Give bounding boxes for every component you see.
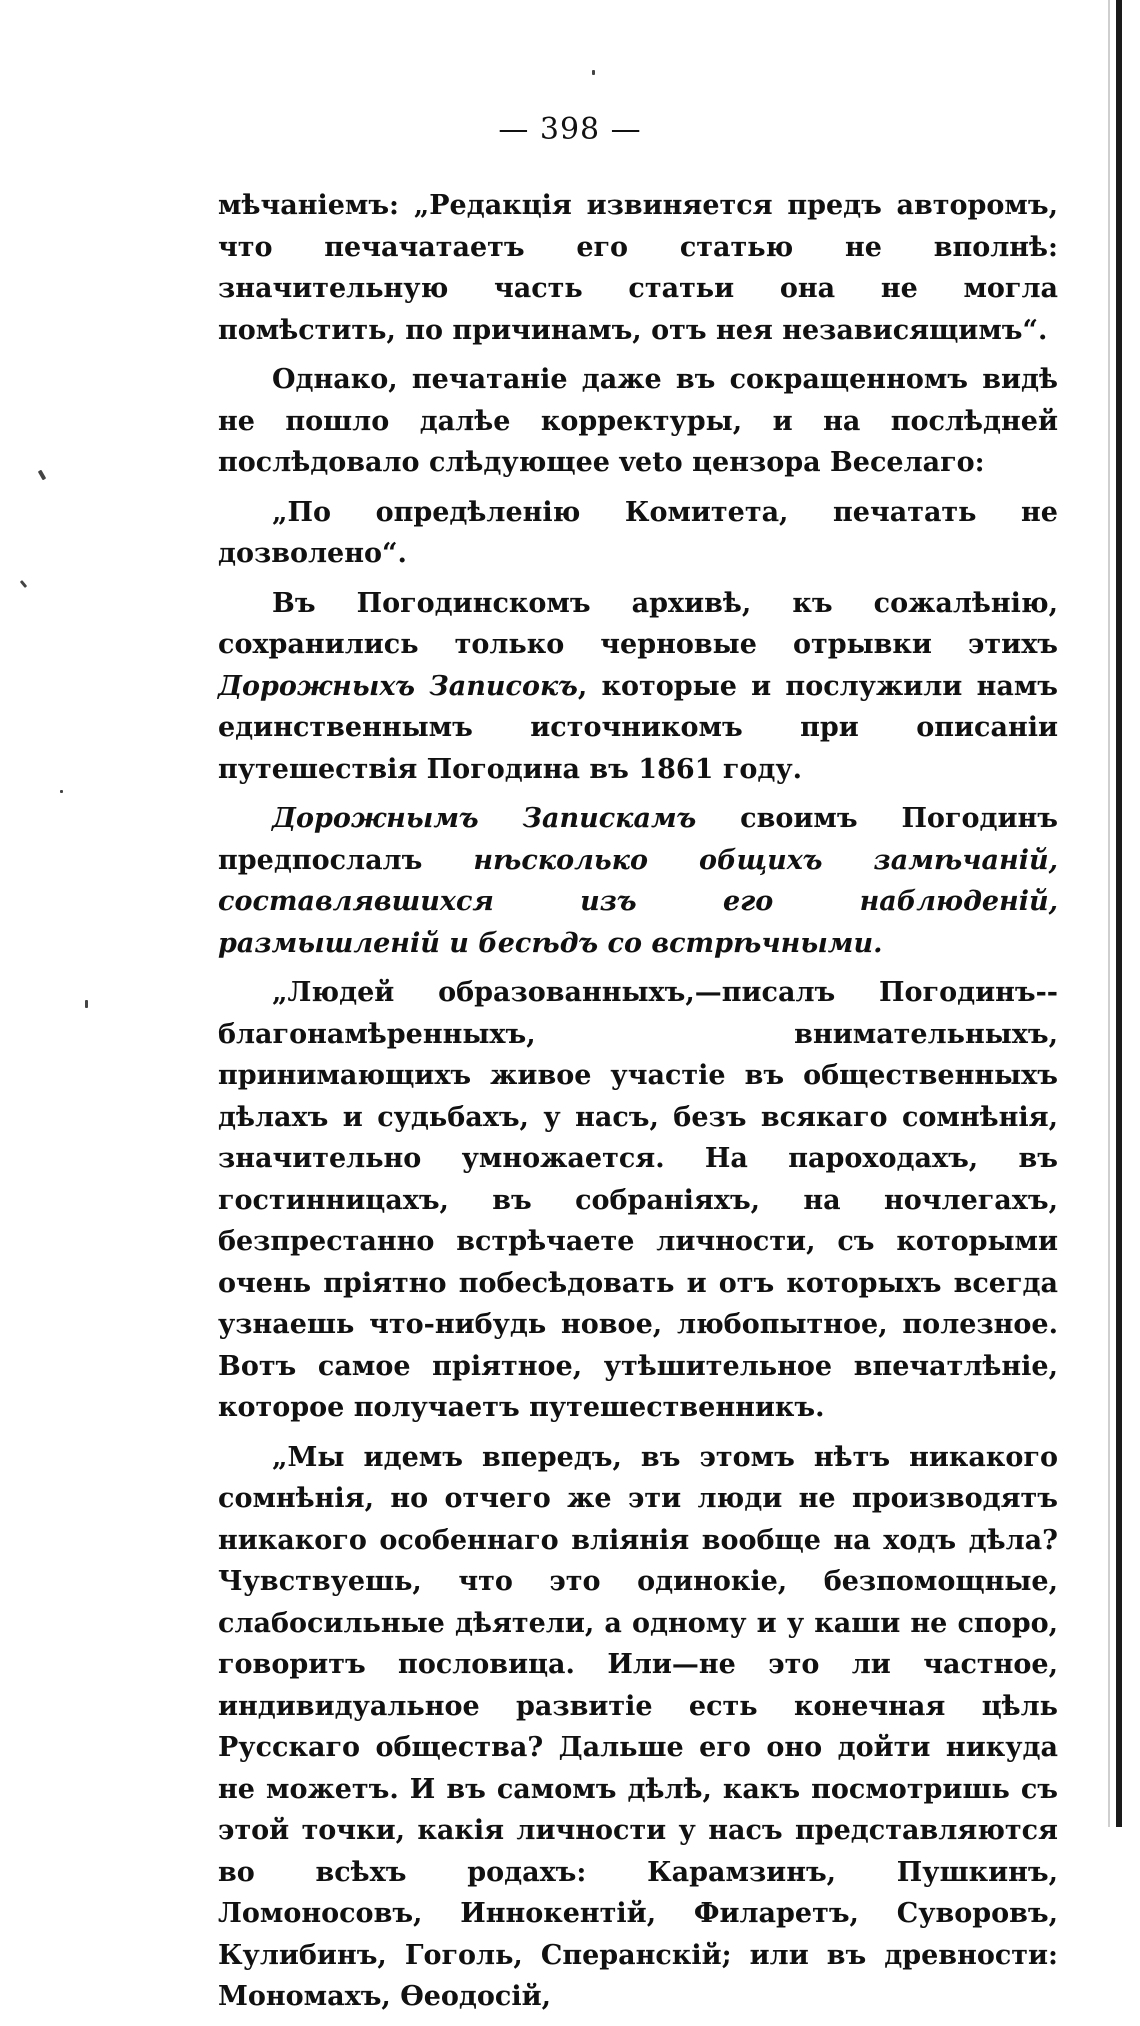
- p5-title-italic: Дорожнымъ Запискамъ: [272, 803, 697, 834]
- scan-speck: [592, 70, 595, 75]
- paragraph-2: Однако, печатаніе даже въ сокращенномъ видѣ не пошло далѣе корректуры, и на послѣдней послѣдовало слѣдующее veto цензора Веселаго:: [218, 364, 1058, 478]
- scan-speck: [85, 1000, 88, 1008]
- p5-italic-remark: нѣсколько общихъ замѣчаній, составлявшихся изъ его наблюденій, размышленій и бесѣдъ со встрѣчными.: [218, 844, 1058, 959]
- p4-title-italic: Дорожныхъ Записокъ: [218, 670, 578, 702]
- scan-speck: [20, 580, 27, 588]
- p4-text-b: , которые и послужили намъ единственнымъ источникомъ при описаніи путешествія Погодина въ 1861 году.: [218, 670, 1058, 785]
- scan-speck: [38, 470, 46, 481]
- scan-speck: [60, 790, 63, 793]
- body-text: [218, 185, 1058, 2026]
- paragraph-1: мѣчаніемъ: „Редакція извиняется предъ авторомъ, что печачатаетъ его статью не вполнѣ: значительную часть статьи она не могла помѣстить, по причинамъ, отъ нея независящимъ“.: [218, 190, 1058, 346]
- page-number: — 398 —: [498, 112, 642, 147]
- paragraph-7: „Мы идемъ впередъ, въ этомъ нѣтъ никакого сомнѣнія, но отчего же эти люди не производятъ никакого особеннаго вліянія вообще на ходъ дѣла? Чувствуешь, что это одинокіе, безпомощные, слабосильные дѣятели, а одному и у каши не споро, говоритъ пословица. Или—не это ли частное, индивидуальное развитіе есть конечная цѣль Русскаго общества? Дальше его оно дойти никуда не можетъ. И въ самомъ дѣлѣ, какъ посмотришь съ этой точки, какія личности у насъ представляются во всѣхъ родахъ: Карамзинъ, Пушкинъ, Ломоносовъ, Иннокентій, Филаретъ, Суворовъ, Кулибинъ, Гоголь, Сперанскій; или въ древности: Мономахъ, Ѳеодосій,: [218, 1441, 1058, 2012]
- paragraph-4: [218, 583, 1058, 791]
- p5-text-a: своимъ Погодинъ предпослалъ: [218, 803, 1058, 876]
- paragraph-6: „Людей образованныхъ,—писалъ Погодинъ--благонамѣренныхъ, внимательныхъ, принимающихъ живое участіе въ общественныхъ дѣлахъ и судьбахъ, у насъ, безъ всякаго сомнѣнія, значительно умножается. На пароходахъ, въ гостинницахъ, въ собраніяхъ, на ночлегахъ, безпрестанно встрѣчаете личности, съ которыми очень пріятно побесѣдовать и отъ которыхъ всегда узнаешь что-нибудь новое, любопытное, полезное. Вотъ самое пріятное, утѣшительное впечатлѣніе, которое получаетъ путешественникъ.: [218, 977, 1058, 1423]
- paragraph-5: [218, 798, 1058, 964]
- binding-edge: [1116, 0, 1122, 1827]
- p4-text-a: Въ Погодинскомъ архивѣ, къ сожалѣнію, сохранились только черновые отрывки этихъ: [218, 587, 1058, 660]
- paragraph-3-quote: „По опредѣленію Комитета, печатать не дозволено“.: [218, 496, 1058, 569]
- page-edge-shadow: [1108, 0, 1110, 1827]
